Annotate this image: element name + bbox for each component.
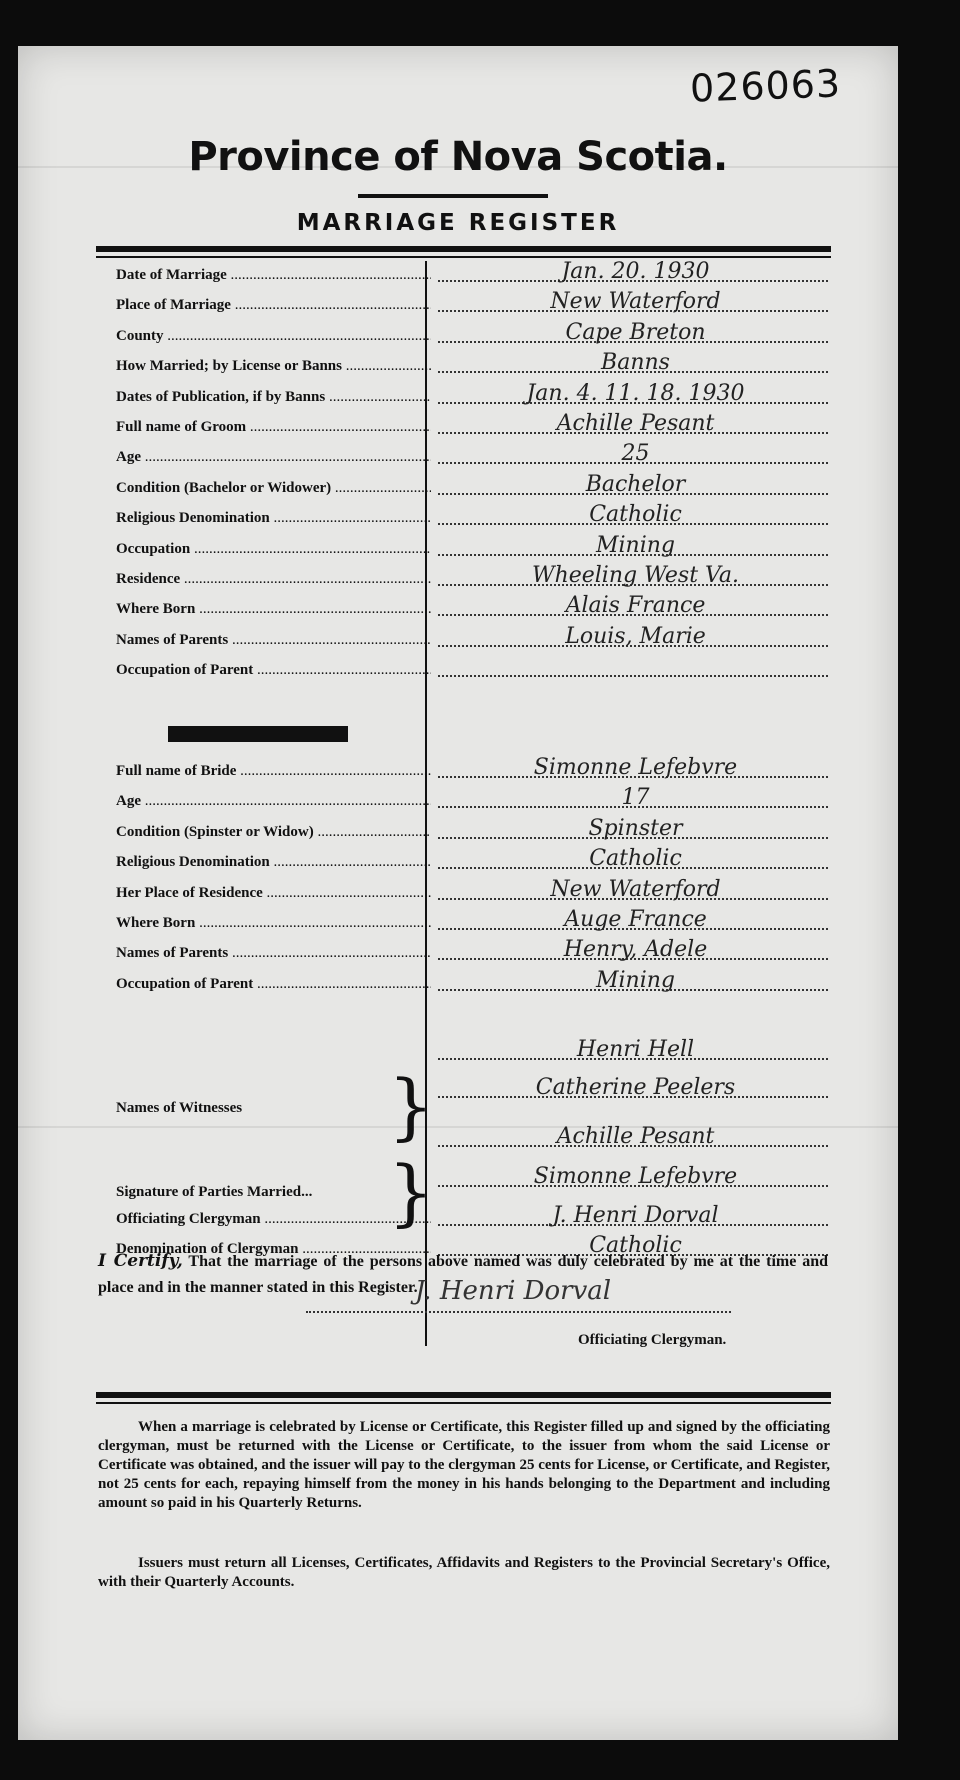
field-label: Occupation ..... xyxy=(116,541,431,558)
field-row xyxy=(98,592,828,622)
field-row xyxy=(98,623,828,653)
field-label: Names of Parents ..... xyxy=(116,632,431,649)
header-rule xyxy=(96,246,831,252)
signature-value: Simonne Lefebvre xyxy=(533,1164,738,1189)
issuers-note: Issuers must return all Licenses, Certificates, Affidavits and Registers to the Provincial Secretary's Office, with their Quarterly Accounts. xyxy=(98,1555,830,1590)
field-label: Residence ..... xyxy=(116,571,431,588)
field-row xyxy=(98,754,828,784)
field-row xyxy=(98,876,828,906)
field-row xyxy=(98,1202,828,1232)
field-label: Condition (Bachelor or Widower) ..... xyxy=(116,480,431,497)
field-value: New Waterford xyxy=(550,289,721,315)
instructions-note: When a marriage is celebrated by License or Certificate, this Register filled up and signed by the officiating clergyman, must be returned with the License or Certificate, to the issuer from whom the said License or Certificate was obtained, and the issuer will pay to the clergyman 25 cents for License, or Certificate, and Register, not 25 cents for each, repaying himself from the money in his hands belonging to the Department and including amount so paid in his Quarterly Returns. xyxy=(98,1419,830,1511)
field-value: Alais France xyxy=(565,593,706,619)
witness-value: Catherine Peelers xyxy=(535,1075,736,1100)
certify-lead: I Certify, xyxy=(98,1251,183,1271)
field-row xyxy=(98,288,828,318)
field-value: Cape Breton xyxy=(565,319,706,345)
field-row xyxy=(98,532,828,562)
field-label: Occupation of Parent ..... xyxy=(116,662,431,679)
certify-body: That the marriage of the persons above named was duly celebrated by me at the time and place and in the manner stated in this Register. xyxy=(98,1253,828,1296)
signatures-brace: } xyxy=(388,1150,434,1234)
field-label: Date of Marriage ..... xyxy=(116,267,431,284)
field-row xyxy=(98,845,828,875)
document-number: 026063 xyxy=(689,61,842,111)
field-value: Henry, Adele xyxy=(563,937,708,963)
witness-value: Henri Hell xyxy=(576,1037,695,1062)
field-row xyxy=(98,258,828,288)
field-row xyxy=(98,936,828,966)
field-label: Condition (Spinster or Widow) ..... xyxy=(116,824,431,841)
field-row xyxy=(98,501,828,531)
field-label: Names of Parents ..... xyxy=(116,945,431,962)
field-value: Louis, Marie xyxy=(565,623,706,649)
witness-row xyxy=(98,1074,828,1104)
field-label: Full name of Bride ..... xyxy=(116,763,431,780)
section-separator-bar xyxy=(168,726,348,742)
field-label: Age ..... xyxy=(116,793,431,810)
field-row xyxy=(98,410,828,440)
field-row xyxy=(98,440,828,470)
field-value: Jan. 20. 1930 xyxy=(561,259,710,284)
field-row xyxy=(98,653,828,683)
field-value: Catholic xyxy=(589,502,682,528)
field-label: Age ..... xyxy=(116,449,431,466)
signature-caption: Officiating Clergyman. xyxy=(578,1332,727,1348)
field-row xyxy=(98,562,828,592)
field-label: Place of Marriage ..... xyxy=(116,297,431,314)
field-row xyxy=(98,906,828,936)
footer-rule xyxy=(96,1392,831,1398)
title-rule xyxy=(358,194,548,198)
signature-value: Achille Pesant xyxy=(556,1124,715,1149)
field-label: How Married; by License or Banns ..... xyxy=(116,358,431,375)
field-label: Denomination of Clergyman ..... xyxy=(116,1241,431,1258)
field-value: Catholic xyxy=(589,846,682,872)
witness-row xyxy=(98,1036,828,1066)
witnesses-brace: } xyxy=(388,1064,434,1148)
dotted-leader xyxy=(438,675,828,677)
register-page xyxy=(18,46,898,1740)
signature-row xyxy=(98,1163,828,1193)
field-value: J. Henri Dorval xyxy=(552,1203,719,1228)
field-label: Dates of Publication, if by Banns ..... xyxy=(116,389,431,406)
field-label: Officiating Clergyman ..... xyxy=(116,1211,431,1228)
field-row xyxy=(98,349,828,379)
field-value: 17 xyxy=(621,785,650,811)
footer-rule-thin xyxy=(96,1402,831,1404)
field-label: Full name of Groom ..... xyxy=(116,419,431,436)
field-value: Simonne Lefebvre xyxy=(533,755,738,780)
field-value: Mining xyxy=(595,532,676,558)
field-value: Wheeling West Va. xyxy=(531,563,740,588)
field-value: Auge France xyxy=(564,907,707,932)
field-value: Bachelor xyxy=(585,471,686,497)
page-subtitle: MARRIAGE REGISTER xyxy=(296,210,620,236)
field-value: Catholic xyxy=(589,1233,682,1259)
clergy-signature: J. Henri Dorval xyxy=(414,1276,612,1306)
field-row xyxy=(98,319,828,349)
field-row xyxy=(98,815,828,845)
field-value: Mining xyxy=(595,967,676,993)
field-label: County ..... xyxy=(116,328,431,345)
signature-row xyxy=(98,1123,828,1153)
field-value: Jan. 4. 11. 18. 1930 xyxy=(526,380,745,406)
field-label: Her Place of Residence ..... xyxy=(116,885,431,902)
field-row xyxy=(98,380,828,410)
field-value: 25 xyxy=(621,441,650,467)
field-row xyxy=(98,784,828,814)
witnesses-label: Names of Witnesses xyxy=(116,1100,243,1116)
field-label: Religious Denomination ..... xyxy=(116,854,431,871)
field-value: New Waterford xyxy=(550,876,721,902)
field-row xyxy=(98,967,828,997)
field-label: Where Born ..... xyxy=(116,915,431,932)
field-label: Religious Denomination ..... xyxy=(116,510,431,527)
field-value: Spinster xyxy=(588,815,683,841)
field-label: Where Born ..... xyxy=(116,601,431,618)
page-title: Province of Nova Scotia. xyxy=(188,134,728,180)
signatures-label: Signature of Parties Married... xyxy=(116,1184,313,1200)
field-row xyxy=(98,471,828,501)
signature-line xyxy=(306,1311,731,1313)
field-value: Banns xyxy=(601,350,670,376)
field-value: Achille Pesant xyxy=(556,411,715,436)
field-label: Occupation of Parent ..... xyxy=(116,976,431,993)
